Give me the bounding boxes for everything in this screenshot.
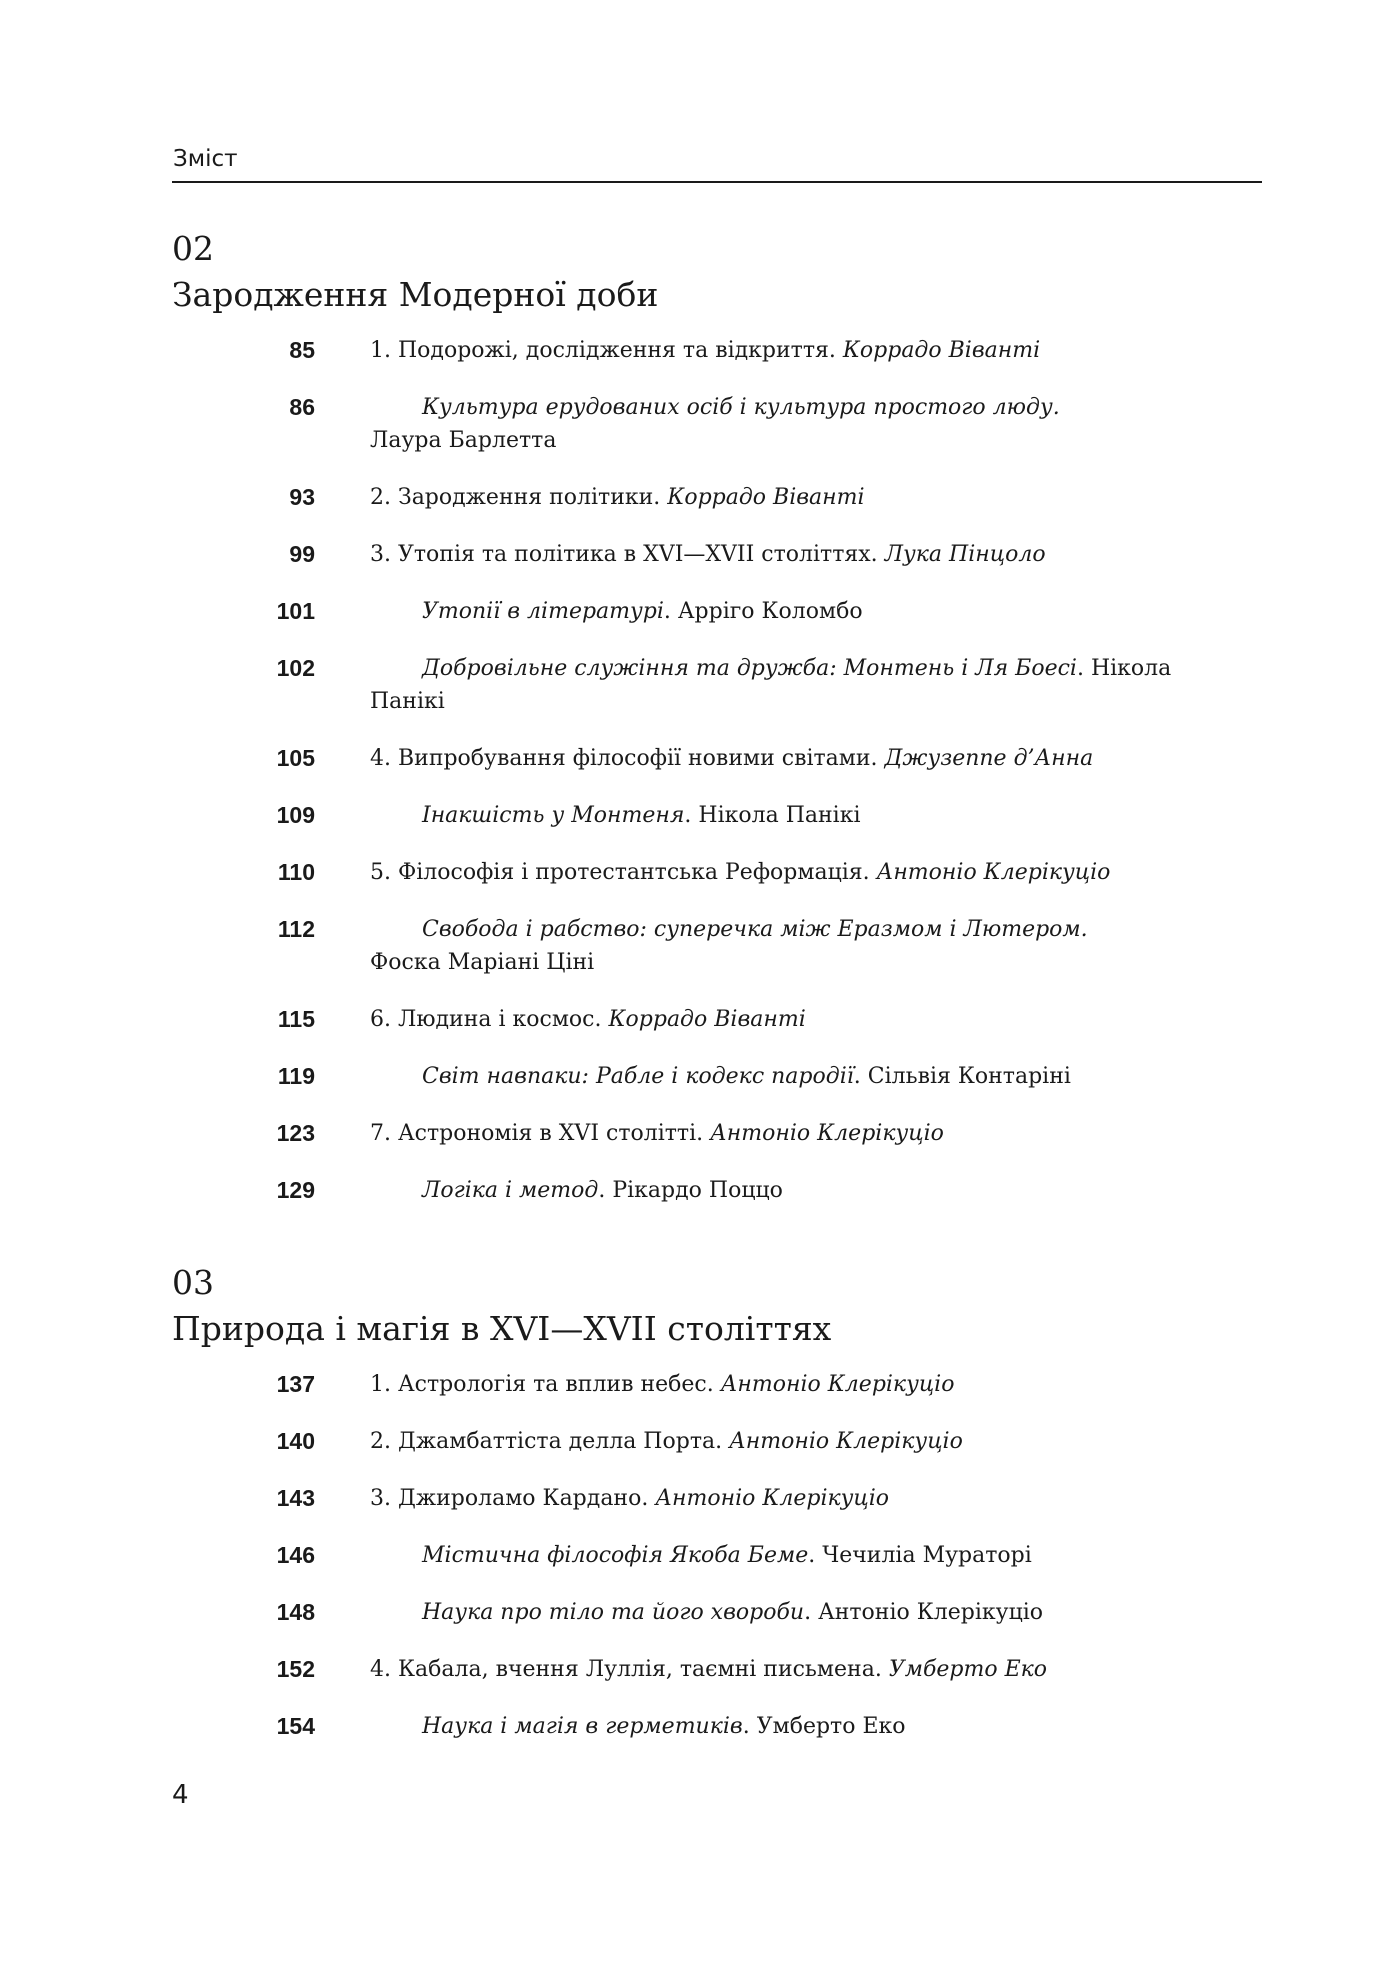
entry-author: . Чечиліа Мураторі [808, 1543, 1032, 1568]
section-number: 03 [172, 1263, 214, 1302]
page-ref: 99 [289, 541, 315, 567]
entry-author: Антоніо Клерікуціо [720, 1372, 955, 1397]
entry-author: . Умберто Еко [742, 1714, 906, 1739]
toc-entry[interactable] [172, 1117, 1272, 1150]
entry-title: 3. Джироламо Кардано. [370, 1486, 656, 1511]
toc-entry[interactable] [172, 913, 1272, 979]
entry-title: 7. Астрономія в XVI столітті. [370, 1121, 711, 1146]
page-ref: 152 [276, 1656, 315, 1682]
toc-entries [172, 1368, 1272, 1743]
entry-title: Містична філософія Якоба Беме [422, 1543, 809, 1568]
section-03 [172, 1260, 1272, 1767]
toc-entry[interactable] [172, 652, 1272, 718]
entry-title: 4. Кабала, вчення Луллія, таємні письмена. [370, 1657, 889, 1682]
page-ref: 129 [276, 1177, 315, 1203]
toc-entry[interactable] [172, 1003, 1272, 1036]
header-rule [172, 181, 1262, 183]
entry-author: Умберто Еко [888, 1657, 1048, 1682]
toc-entry[interactable] [172, 856, 1272, 889]
toc-entries [172, 334, 1272, 1207]
entry-title: 3. Утопія та політика в XVI—XVII століттях. [370, 542, 885, 567]
page-ref: 119 [277, 1063, 315, 1089]
page-ref: 86 [289, 394, 315, 420]
entry-author: Лука Пінцоло [884, 542, 1046, 567]
page-ref: 140 [276, 1428, 315, 1454]
entry-title: Добровільне служіння та дружба: Монтень і Ля Боесі [422, 656, 1077, 681]
running-header: Зміст [173, 146, 238, 172]
toc-entry[interactable] [172, 742, 1272, 775]
toc-entry[interactable] [172, 1425, 1272, 1458]
page-ref: 112 [277, 916, 315, 942]
entry-author: . Арріго Коломбо [663, 599, 863, 624]
entry-title: 5. Філософія і протестантська Реформація. [370, 860, 877, 885]
toc-entry[interactable] [172, 1596, 1272, 1629]
toc-entry[interactable] [172, 1539, 1272, 1572]
entry-author: Коррадо Віванті [667, 485, 865, 510]
entry-author: Коррадо Віванті [842, 338, 1041, 363]
toc-entry[interactable] [172, 595, 1272, 628]
entry-author: Антоніо Клерікуціо [655, 1486, 890, 1511]
toc-entry[interactable] [172, 1368, 1272, 1401]
page-ref: 123 [276, 1120, 315, 1146]
entry-title: 6. Людина і космос. [370, 1007, 609, 1032]
toc-entry[interactable] [172, 1174, 1272, 1207]
entry-title: Логіка і метод [422, 1178, 599, 1203]
section-title: Природа і магія в XVI—XVII століттях [172, 1309, 832, 1348]
entry-author: Коррадо Віванті [608, 1007, 806, 1032]
toc-entry[interactable] [172, 391, 1272, 457]
entry-author: Фоска Маріані Ціні [370, 950, 595, 975]
entry-title: 4. Випробування філософії новими світами. [370, 746, 885, 771]
entry-author: Джузеппе д’Анна [884, 746, 1094, 771]
page-ref: 115 [277, 1006, 315, 1032]
page-ref: 105 [276, 745, 315, 771]
entry-author: Антоніо Клерікуціо [710, 1121, 944, 1146]
entry-title: Утопії в літературі [422, 599, 664, 624]
page-ref: 110 [277, 859, 315, 885]
page-ref: 109 [276, 802, 315, 828]
entry-author: Лаура Барлетта [370, 428, 557, 453]
entry-title: 1. Подорожі, дослідження та відкриття. [370, 338, 843, 363]
page-ref: 101 [276, 598, 315, 624]
toc-entry[interactable] [172, 799, 1272, 832]
toc-entry[interactable] [172, 481, 1272, 514]
entry-author: . Антоніо Клерікуціо [804, 1600, 1044, 1625]
entry-author: . Сільвія Контаріні [853, 1064, 1071, 1089]
entry-title: 2. Джамбаттіста делла Порта. [370, 1429, 730, 1454]
page-ref: 93 [289, 484, 315, 510]
entry-author: . Нікола Панікі [370, 656, 1172, 714]
page-ref: 102 [276, 655, 315, 681]
entry-title: Наука і магія в герметиків [422, 1714, 743, 1739]
entry-title: Наука про тіло та його хвороби [422, 1600, 805, 1625]
entry-author: Антоніо Клерікуціо [876, 860, 1111, 885]
entry-author: Антоніо Клерікуціо [729, 1429, 963, 1454]
page-ref: 148 [276, 1599, 315, 1625]
page-number: 4 [172, 1780, 189, 1810]
section-title: Зародження Модерної доби [172, 275, 659, 314]
section-number: 02 [172, 229, 214, 268]
entry-title: Культура ерудованих осіб і культура простого люду. [422, 395, 1060, 420]
entry-title: 1. Астрологія та вплив небес. [370, 1372, 721, 1397]
toc-entry[interactable] [172, 1653, 1272, 1686]
page-ref: 154 [276, 1713, 315, 1739]
page-ref: 85 [289, 337, 315, 363]
entry-author: . Рікардо Поццо [598, 1178, 783, 1203]
toc-entry[interactable] [172, 334, 1272, 367]
entry-author: . Нікола Панікі [684, 803, 861, 828]
toc-entry[interactable] [172, 538, 1272, 571]
toc-entry[interactable] [172, 1482, 1272, 1515]
toc-entry[interactable] [172, 1710, 1272, 1743]
page-ref: 143 [276, 1485, 315, 1511]
page-ref: 146 [276, 1542, 315, 1568]
toc-entry[interactable] [172, 1060, 1272, 1093]
entry-title: Інакшість у Монтеня [422, 803, 685, 828]
page-ref: 137 [276, 1371, 315, 1397]
entry-title: 2. Зародження політики. [370, 485, 668, 510]
entry-title: Свобода і рабство: суперечка між Еразмом і Лютером. [422, 917, 1088, 942]
entry-title: Світ навпаки: Рабле і кодекс пародії [422, 1064, 854, 1089]
section-02 [172, 226, 1272, 1231]
